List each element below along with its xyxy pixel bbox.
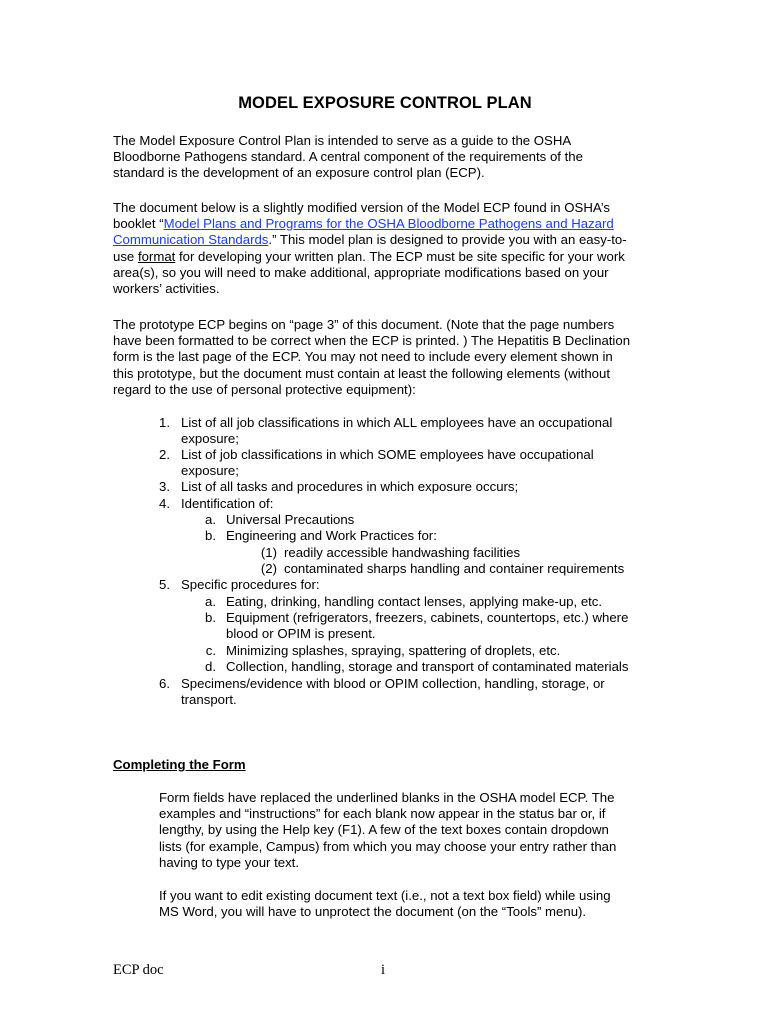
list-text: Universal Precautions xyxy=(226,512,355,527)
page-title: MODEL EXPOSURE CONTROL PLAN xyxy=(238,94,532,112)
list-text: contaminated sharps handling and container requirements xyxy=(284,561,625,576)
list-text: List of all job classifications in which ALL employees have an occupational xyxy=(181,415,613,430)
footer-doc-label: ECP doc xyxy=(113,962,164,978)
intro-paragraph xyxy=(113,133,633,182)
list-text: List of job classifications in which SOME employees have occupational xyxy=(181,447,594,462)
list-marker: b. xyxy=(205,528,216,543)
list-text: Identification of: xyxy=(181,496,274,511)
paragraph-line: If you want to edit existing document text (i.e., not a text box field) while using xyxy=(159,888,611,903)
paragraph-line: Form fields have replaced the underlined blanks in the OSHA model ECP. The xyxy=(159,790,615,805)
completing-form-paragraph xyxy=(159,790,659,871)
paragraph-line xyxy=(113,232,658,248)
prototype-paragraph xyxy=(113,317,658,398)
paragraph-line: area(s), so you will need to make additional, appropriate modifications based on your xyxy=(113,264,609,280)
list-marker: d. xyxy=(205,659,216,674)
list-marker: 1. xyxy=(159,415,170,430)
list-text: blood or OPIM is present. xyxy=(226,626,376,641)
edit-text-paragraph xyxy=(159,888,659,920)
list-text: exposure; xyxy=(181,463,239,478)
footer-page-number: i xyxy=(381,962,386,978)
list-text: Specific procedures for: xyxy=(181,577,320,592)
format-underlined: format xyxy=(137,248,176,264)
paragraph-line: form is the last page of the ECP. You may not need to include every element shown in xyxy=(113,349,613,365)
osha-booklet-link-cont[interactable]: Communication Standards xyxy=(113,232,269,248)
list-marker: (1) xyxy=(260,545,277,560)
list-marker: 2. xyxy=(159,447,170,462)
list-marker: 4. xyxy=(159,496,170,511)
paragraph-line: MS Word, you will have to unprotect the document (on the “Tools” menu). xyxy=(159,904,587,920)
intro-line: The Model Exposure Control Plan is intended to serve as a guide to the OSHA xyxy=(113,133,572,148)
list-text: Eating, drinking, handling contact lenses, applying make-up, etc. xyxy=(226,594,603,609)
paragraph-line: have been formatted to be correct when the ECP is printed. ) The Hepatitis B Declination xyxy=(113,333,631,349)
list-marker: b. xyxy=(205,610,216,625)
paragraph-line: regard to the use of personal protective equipment): xyxy=(113,381,416,397)
list-text: exposure; xyxy=(181,431,239,446)
list-marker: c. xyxy=(205,643,216,658)
paragraph-line: workers’ activities. xyxy=(113,281,220,297)
paragraph-line: examples and “instructions” for each blank now appear in the status bar or, if xyxy=(159,806,606,822)
section-heading: Completing the Form xyxy=(113,757,246,772)
list-text: Minimizing splashes, spraying, spattering of droplets, etc. xyxy=(226,643,561,658)
list-text: Specimens/evidence with blood or OPIM collection, handling, storage, or xyxy=(181,676,605,691)
paragraph-line: The document below is a slightly modified version of the Model ECP found in OSHA’s xyxy=(113,200,610,215)
paragraph-text: booklet “ xyxy=(113,216,164,232)
list-text: Equipment (refrigerators, freezers, cabinets, countertops, etc.) where xyxy=(226,610,629,625)
paragraph-line: The prototype ECP begins on “page 3” of this document. (Note that the page numbers xyxy=(113,317,615,332)
osha-booklet-link[interactable]: Model Plans and Programs for the OSHA Bloodborne Pathogens and Hazard xyxy=(163,216,614,232)
list-marker: 5. xyxy=(159,577,170,592)
paragraph-text: .” This model plan is designed to provide you with an easy-to- xyxy=(268,232,627,248)
list-marker: 3. xyxy=(159,479,170,494)
intro-line: Bloodborne Pathogens standard. A central component of the requirements of the xyxy=(113,149,583,165)
model-ecp-paragraph xyxy=(113,200,658,297)
list-marker: a. xyxy=(205,594,216,609)
list-marker: a. xyxy=(205,512,216,527)
paragraph-line xyxy=(113,249,658,265)
list-marker: (2) xyxy=(260,561,277,576)
list-text: readily accessible handwashing facilities xyxy=(284,545,521,560)
paragraph-line xyxy=(113,216,658,232)
list-text: Engineering and Work Practices for: xyxy=(226,528,437,543)
paragraph-line: having to type your text. xyxy=(159,854,300,870)
paragraph-line: this prototype, but the document must contain at least the following elements (without xyxy=(113,365,611,381)
paragraph-line: lists (for example, Campus) from which you may choose your entry rather than xyxy=(159,838,617,854)
paragraph-text: for developing your written plan. The ECP must be site specific for your work xyxy=(175,248,625,264)
list-text: Collection, handling, storage and transport of contaminated materials xyxy=(226,659,629,674)
list-marker: 6. xyxy=(159,676,170,691)
list-text: transport. xyxy=(181,692,237,707)
list-text: List of all tasks and procedures in which exposure occurs; xyxy=(181,479,519,494)
paragraph-text: use xyxy=(113,248,138,264)
paragraph-line: lengthy, by using the Help key (F1). A few of the text boxes contain dropdown xyxy=(159,822,609,838)
intro-line: standard is the development of an exposure control plan (ECP). xyxy=(113,165,485,181)
